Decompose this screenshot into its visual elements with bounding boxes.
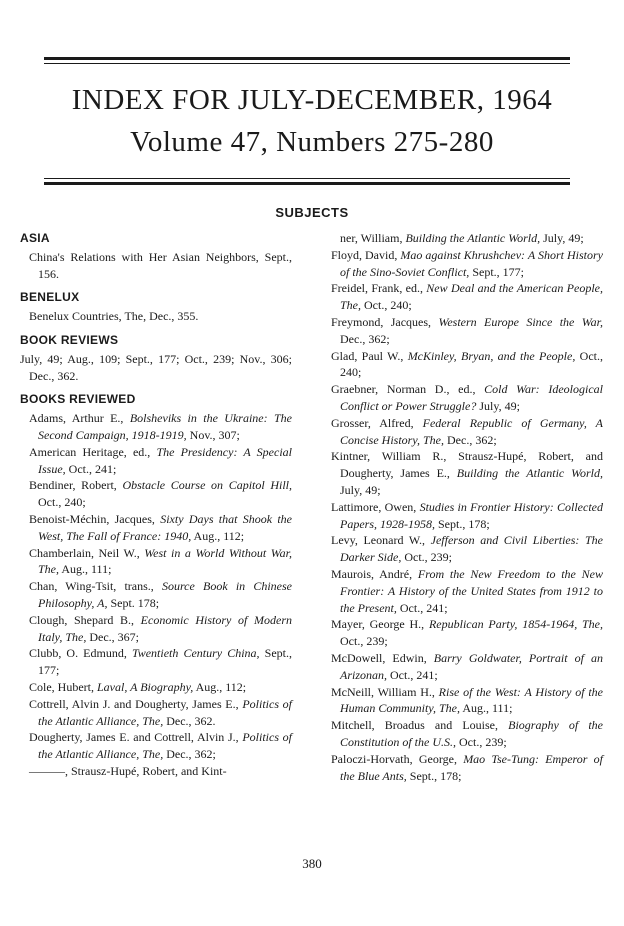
entry-reference: Sept. 178; bbox=[107, 595, 160, 610]
entry-reference: July, 49; bbox=[476, 398, 520, 413]
index-entry: July, 49; Aug., 109; Sept., 177; Oct., 239; Nov., 306; Dec., 362. bbox=[20, 351, 292, 383]
entry-title: Biography of the Constitution of the U.S., bbox=[340, 718, 603, 749]
entry-author: Grosser, Alfred, bbox=[331, 415, 423, 430]
index-entry bbox=[331, 616, 603, 650]
page-subtitle: Volume 47, Numbers 275-280 bbox=[130, 126, 494, 158]
entry-reference: July, 49; bbox=[540, 231, 584, 245]
index-heading-book-reviews: BOOK REVIEWS bbox=[20, 332, 119, 347]
entry-reference: Oct., 239; bbox=[456, 734, 507, 749]
entry-title: McKinley, Bryan, and the People, bbox=[407, 348, 576, 363]
entry-author: Levy, Leonard W., bbox=[331, 533, 431, 548]
entry-author: Chamberlain, Neil W., bbox=[29, 545, 145, 560]
index-entry bbox=[20, 696, 292, 730]
entry-title: From the New Freedom to the New Frontier: A History of the United States from 1912 to the Present, bbox=[340, 566, 603, 615]
entry-title: Building the Atlantic World, bbox=[405, 231, 541, 245]
index-entry bbox=[331, 751, 603, 785]
entry-author: ———, Strausz-Hupé, Robert, and Kint- bbox=[29, 763, 227, 778]
index-entry bbox=[331, 532, 603, 566]
entry-author: Clough, Shepard B., bbox=[29, 612, 141, 627]
index-entry bbox=[20, 545, 292, 579]
entry-reference: Dec., 367; bbox=[86, 629, 139, 644]
index-entry bbox=[331, 381, 603, 415]
index-column-left bbox=[20, 230, 292, 780]
index-entry bbox=[331, 247, 603, 281]
entry-author: Freidel, Frank, ed., bbox=[331, 281, 427, 296]
entry-author: Graebner, Norman D., ed., bbox=[331, 382, 485, 397]
entry-title: Jefferson and Civil Liberties: The Darker Side, bbox=[340, 533, 603, 565]
index-entry bbox=[20, 729, 292, 763]
entry-reference: Sept., 178; bbox=[406, 768, 462, 783]
index-entry bbox=[331, 499, 603, 533]
header-rule-thick bbox=[44, 57, 570, 60]
entry-title: Western Europe Since the War, bbox=[438, 314, 603, 329]
divider-rule-thick bbox=[44, 182, 570, 185]
index-entry bbox=[331, 314, 603, 348]
entry-reference: Oct., 240; bbox=[340, 348, 603, 380]
entry-author: Paloczi-Horvath, George, bbox=[331, 751, 464, 766]
entry-author: Mayer, George H., bbox=[331, 617, 429, 632]
index-entry bbox=[20, 578, 292, 612]
entry-title: Studies in Frontier History: Collected Papers, 1928-1958, bbox=[340, 499, 603, 531]
index-heading-books-reviewed: BOOKS REVIEWED bbox=[20, 392, 136, 407]
index-heading-benelux: BENELUX bbox=[20, 290, 80, 305]
index-entry bbox=[20, 645, 292, 679]
entry-author: Clubb, O. Edmund, bbox=[29, 646, 132, 661]
entry-reference: Oct., 240; bbox=[38, 495, 86, 510]
entry-title: Building the Atlantic World, bbox=[456, 466, 603, 481]
entry-author: ner, William, bbox=[340, 231, 406, 245]
index-entry bbox=[20, 679, 292, 696]
index-entry bbox=[331, 448, 603, 498]
entry-author: Chan, Wing-Tsit, trans., bbox=[29, 579, 162, 594]
page-title: INDEX FOR JULY-DECEMBER, 1964 bbox=[71, 84, 553, 116]
entry-title: The Presidency: A Special Issue, bbox=[38, 444, 292, 476]
entry-author: Benoist-Méchin, Jacques, bbox=[29, 511, 161, 526]
entry-reference: July, 49; bbox=[340, 482, 381, 497]
entry-reference: Dec., 362. bbox=[163, 713, 216, 728]
entry-reference: Sept., 178; bbox=[435, 516, 490, 531]
entry-reference: Oct., 239; bbox=[401, 550, 452, 565]
entry-reference: Dec., 362; bbox=[163, 747, 216, 762]
entry-title: Source Book in Chinese Philosophy, A, bbox=[38, 579, 292, 610]
entry-author: Floyd, David, bbox=[331, 247, 401, 262]
index-entry bbox=[331, 717, 603, 751]
entry-author: Mitchell, Broadus and Louise, bbox=[331, 718, 509, 733]
entry-author: Cottrell, Alvin J. and Dougherty, James E., bbox=[29, 696, 243, 711]
entry-reference: Oct., 240; bbox=[361, 298, 412, 313]
entry-author: McNeill, William H., bbox=[331, 684, 439, 699]
entry-author: Glad, Paul W., bbox=[331, 348, 408, 363]
entry-title: West in a World Without War, The, bbox=[38, 545, 292, 577]
section-heading: SUBJECTS bbox=[275, 205, 349, 220]
entry-reference: Aug., 111; bbox=[460, 701, 513, 716]
entry-reference: Dec., 362; bbox=[444, 432, 497, 447]
index-entry bbox=[20, 477, 292, 511]
entry-reference: Oct., 241; bbox=[396, 600, 448, 615]
index-heading-asia: ASIA bbox=[20, 231, 50, 245]
entry-title: Twentieth Century China, bbox=[131, 646, 260, 661]
entry-author: Adams, Arthur E., bbox=[29, 411, 130, 426]
entry-reference: Dec., 362; bbox=[340, 331, 390, 346]
entry-reference: Aug., 112; bbox=[193, 679, 247, 694]
index-column-right bbox=[331, 230, 603, 784]
entry-title: Sixty Days that Shook the West, The Fall of France: 1940, bbox=[38, 511, 293, 543]
header-rule-thin bbox=[44, 63, 570, 64]
index-entry: Benelux Countries, The, Dec., 355. bbox=[29, 309, 199, 324]
entry-title: Economic History of Modern Italy, The, bbox=[38, 612, 292, 644]
entry-reference: Aug., 112; bbox=[191, 528, 245, 543]
entry-title: Cold War: Ideological Conflict or Power Struggle? bbox=[340, 382, 603, 413]
index-entry bbox=[20, 612, 292, 646]
entry-title: Bolsheviks in the Ukraine: The Second Campaign, 1918-1919, bbox=[38, 411, 293, 442]
entry-reference: Sept., 177; bbox=[38, 646, 292, 678]
entry-title: Laval, A Biography, bbox=[97, 679, 194, 694]
entry-title: Mao against Khrushchev: A Short History of the Sino-Soviet Conflict, bbox=[340, 247, 603, 279]
index-entry bbox=[331, 348, 603, 382]
entry-title: New Deal and the American People, The, bbox=[340, 281, 603, 313]
entry-title: Politics of the Atlantic Alliance, The, bbox=[38, 730, 293, 762]
entry-reference: Sept., 177; bbox=[469, 264, 524, 279]
entry-title: Rise of the West: A History of the Human Community, The, bbox=[340, 684, 604, 716]
entry-reference: Aug., 111; bbox=[59, 562, 112, 577]
entry-title: Barry Goldwater, Portrait of an Arizonan, bbox=[340, 650, 603, 682]
index-entry bbox=[331, 415, 603, 449]
page-number: 380 bbox=[302, 856, 322, 871]
index-entry-continued bbox=[331, 230, 603, 247]
entry-reference: Oct., 241; bbox=[387, 667, 438, 682]
index-entry bbox=[20, 511, 292, 545]
entry-author: Freymond, Jacques, bbox=[331, 314, 439, 329]
entry-title: Federal Republic of Germany, A Concise History, The, bbox=[340, 415, 603, 447]
index-entry bbox=[331, 280, 603, 314]
index-entry bbox=[20, 410, 292, 444]
entry-reference: Oct., 241; bbox=[65, 461, 117, 476]
index-entry bbox=[331, 650, 603, 684]
index-entry bbox=[20, 444, 292, 478]
entry-author: Lattimore, Owen, bbox=[331, 499, 420, 514]
entry-title: Politics of the Atlantic Alliance, The, bbox=[38, 696, 293, 728]
entry-author: Maurois, André, bbox=[331, 566, 418, 581]
index-entry: China's Relations with Her Asian Neighbors, Sept., 156. bbox=[29, 249, 292, 281]
entry-reference: Oct., 239; bbox=[340, 634, 388, 649]
entry-author: Cole, Hubert, bbox=[29, 679, 97, 694]
entry-author: American Heritage, ed., bbox=[29, 444, 157, 459]
entry-reference: Nov., 307; bbox=[186, 427, 240, 442]
entry-title: Republican Party, 1854-1964, The, bbox=[428, 617, 603, 632]
entry-author: Kintner, William R., Strausz-Hupé, Robert, and Dougherty, James E., bbox=[331, 449, 603, 481]
index-entry bbox=[331, 566, 603, 616]
entry-title: Obstacle Course on Capitol Hill, bbox=[122, 478, 293, 493]
index-entry bbox=[331, 684, 603, 718]
entry-title: Mao Tse-Tung: Emperor of the Blue Ants, bbox=[340, 751, 603, 783]
entry-author: Dougherty, James E. and Cottrell, Alvin J., bbox=[29, 730, 243, 745]
index-entry bbox=[20, 763, 292, 780]
entry-author: McDowell, Edwin, bbox=[331, 650, 434, 665]
entry-author: Bendiner, Robert, bbox=[29, 478, 123, 493]
divider-rule-thin bbox=[44, 178, 570, 179]
